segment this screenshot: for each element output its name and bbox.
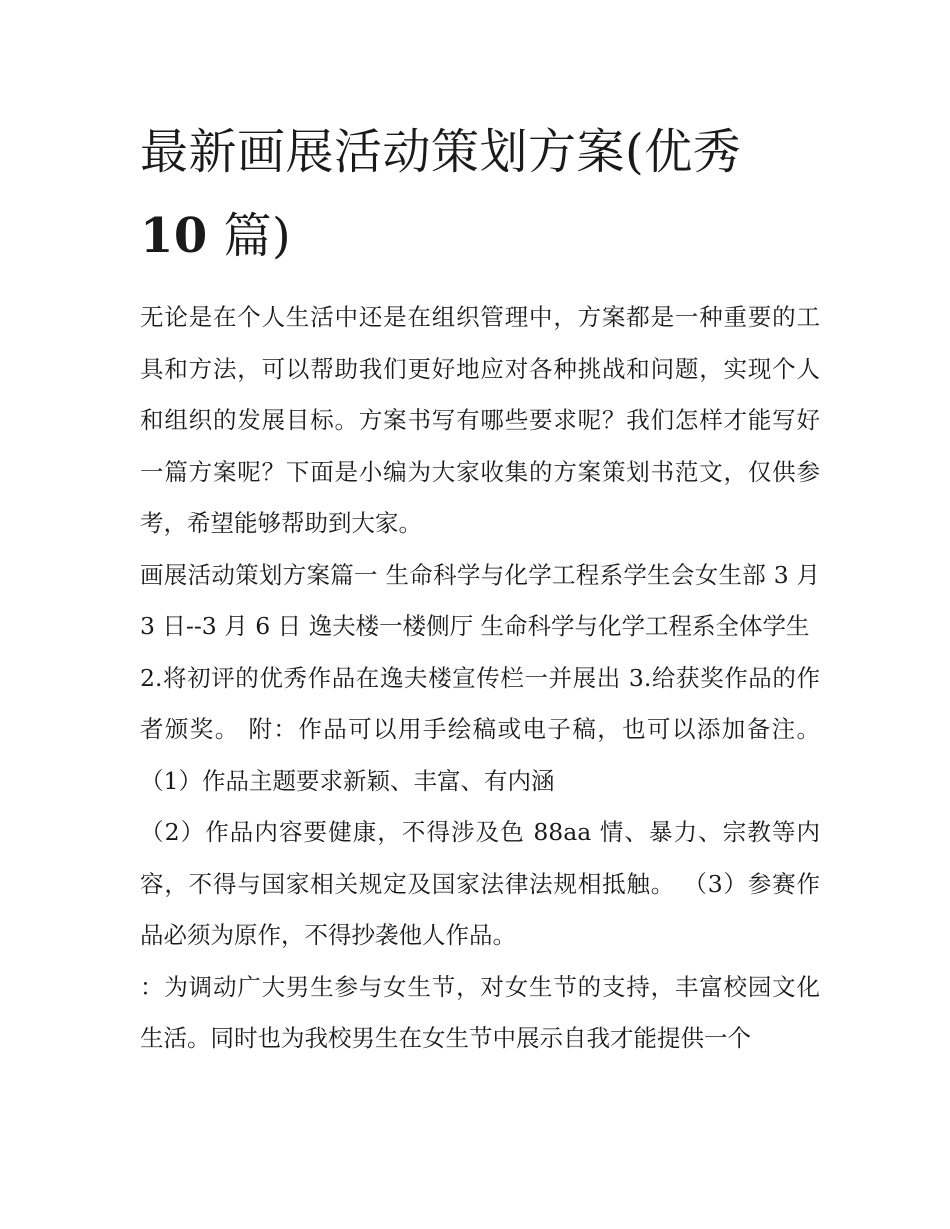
content-requirements-paragraph: （2）作品内容要健康，不得涉及色 88aa 情、暴力、宗教等内容，不得与国家相关规定及国家法律法规相抵触。 （3）参赛作品必须为原作，不得抄袭他人作品。 <box>140 818 820 949</box>
document-title <box>140 110 780 278</box>
title-number: 10 <box>140 208 208 264</box>
plan-overview-paragraph: 画展活动策划方案篇一 生命科学与化学工程系学生会女生部 3 月 3 日--3 月 6 日 逸夫楼一楼侧厅 生命科学与化学工程系全体学生 <box>140 560 820 640</box>
exhibition-award-paragraph: 2.将初评的优秀作品在逸夫楼宣传栏一并展出 3.给获奖作品的作者颁奖。 附：作品可以用手绘稿或电子稿，也可以添加备注。 （1）作品主题要求新颖、丰富、有内涵 <box>140 663 820 795</box>
title-line-2: 篇) <box>207 208 292 264</box>
title-line-1: 最新画展活动策划方案(优秀 <box>140 124 742 180</box>
document-body <box>140 110 820 1065</box>
intro-paragraph: 无论是在个人生活中还是在组织管理中，方案都是一种重要的工具和方法，可以帮助我们更好地应对各种挑战和问题，实现个人和组织的发展目标。方案书写有哪些要求呢？我们怎样才能写好一篇方案呢？下面是小编为大家收集的方案策划书范文，仅供参考，希望能够帮助到大家。 <box>140 303 820 537</box>
purpose-paragraph: ：为调动广大男生参与女生节，对女生节的支持，丰富校园文化生活。同时也为我校男生在女生节中展示自我才能提供一个 <box>140 972 820 1052</box>
